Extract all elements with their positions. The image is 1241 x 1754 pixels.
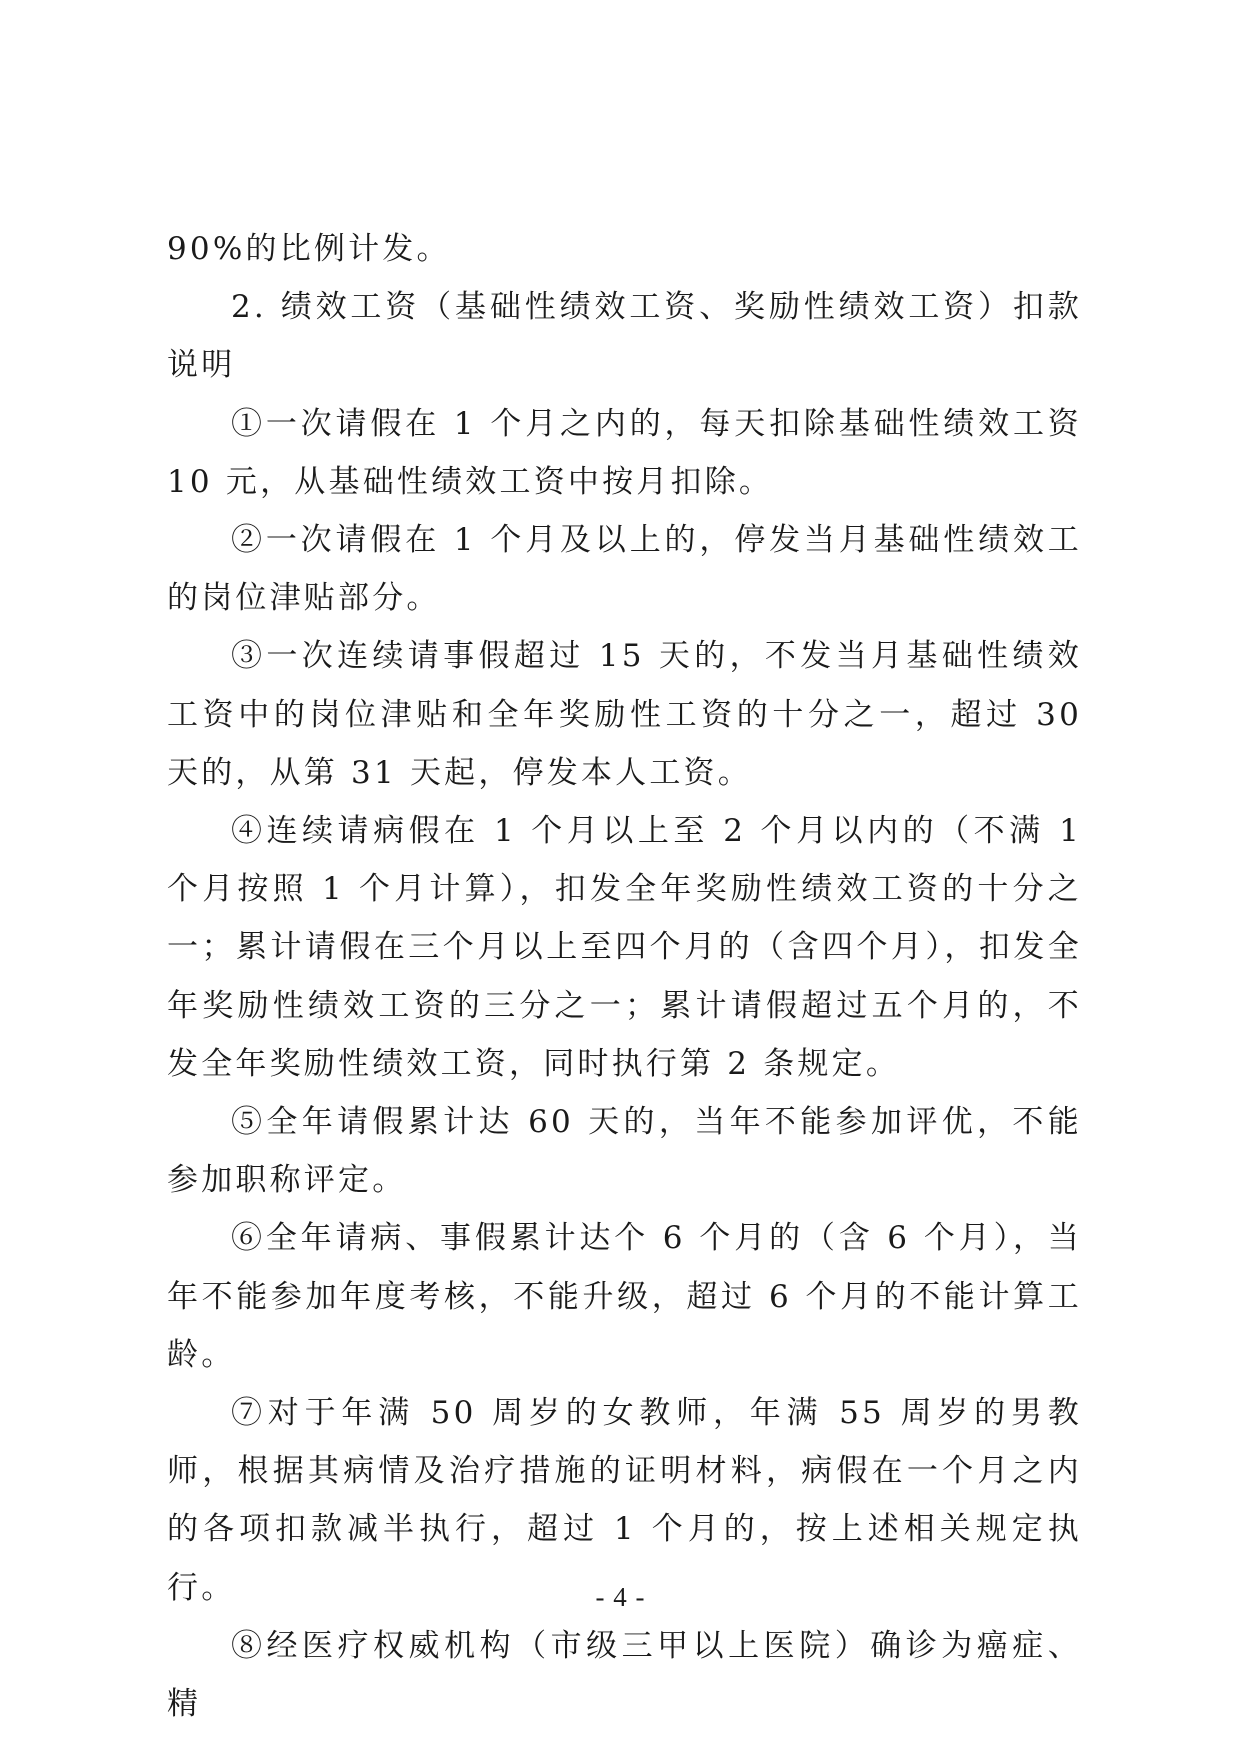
paragraph-item-5: ⑤全年请假累计达 60 天的，当年不能参加评优，不能参加职称评定。 — [167, 1104, 1082, 1199]
paragraph-item-4: ④连续请病假在 1 个月以上至 2 个月以内的（不满 1 个月按照 1 个月计算），扣发全年奖励性绩效工资的十分之一；累计请假在三个月以上至四个月的（含四个月），扣发全年奖励性绩效工资的三分之一；累计请假超过五个月的，不发全年奖励性绩效工资，同时执行第 2 条规定。 — [167, 813, 1082, 1082]
paragraph-item-8: ⑧经医疗权威机构（市级三甲以上医院）确诊为癌症、精 — [167, 1627, 1082, 1723]
page-number: - 4 - — [595, 1582, 646, 1612]
paragraph-item-7: ⑦对于年满 50 周岁的女教师，年满 55 周岁的男教师，根据其病情及治疗措施的证明材料，病假在一个月之内的各项扣款减半执行，超过 1 个月的，按上述相关规定执行。 — [167, 1395, 1082, 1606]
paragraph-item-6: ⑥全年请病、事假累计达个 6 个月的（含 6 个月），当年不能参加年度考核，不能升级，超过 6 个月的不能计算工龄。 — [167, 1220, 1082, 1373]
paragraph-continuation: 90%的比例计发。 — [167, 231, 451, 267]
section-2-heading: 2. 绩效工资（基础性绩效工资、奖励性绩效工资）扣款说明 — [167, 289, 1082, 384]
paragraph-item-3: ③一次连续请事假超过 15 天的，不发当月基础性绩效工资中的岗位津贴和全年奖励性工资的十分之一，超过 30 天的，从第 31 天起，停发本人工资。 — [167, 638, 1082, 791]
paragraph-item-2: ②一次请假在 1 个月及以上的，停发当月基础性绩效工的岗位津贴部分。 — [167, 522, 1082, 617]
paragraph-item-1: ①一次请假在 1 个月之内的，每天扣除基础性绩效工资 10 元，从基础性绩效工资中按月扣除。 — [167, 405, 1082, 500]
body-text — [167, 220, 1082, 1733]
